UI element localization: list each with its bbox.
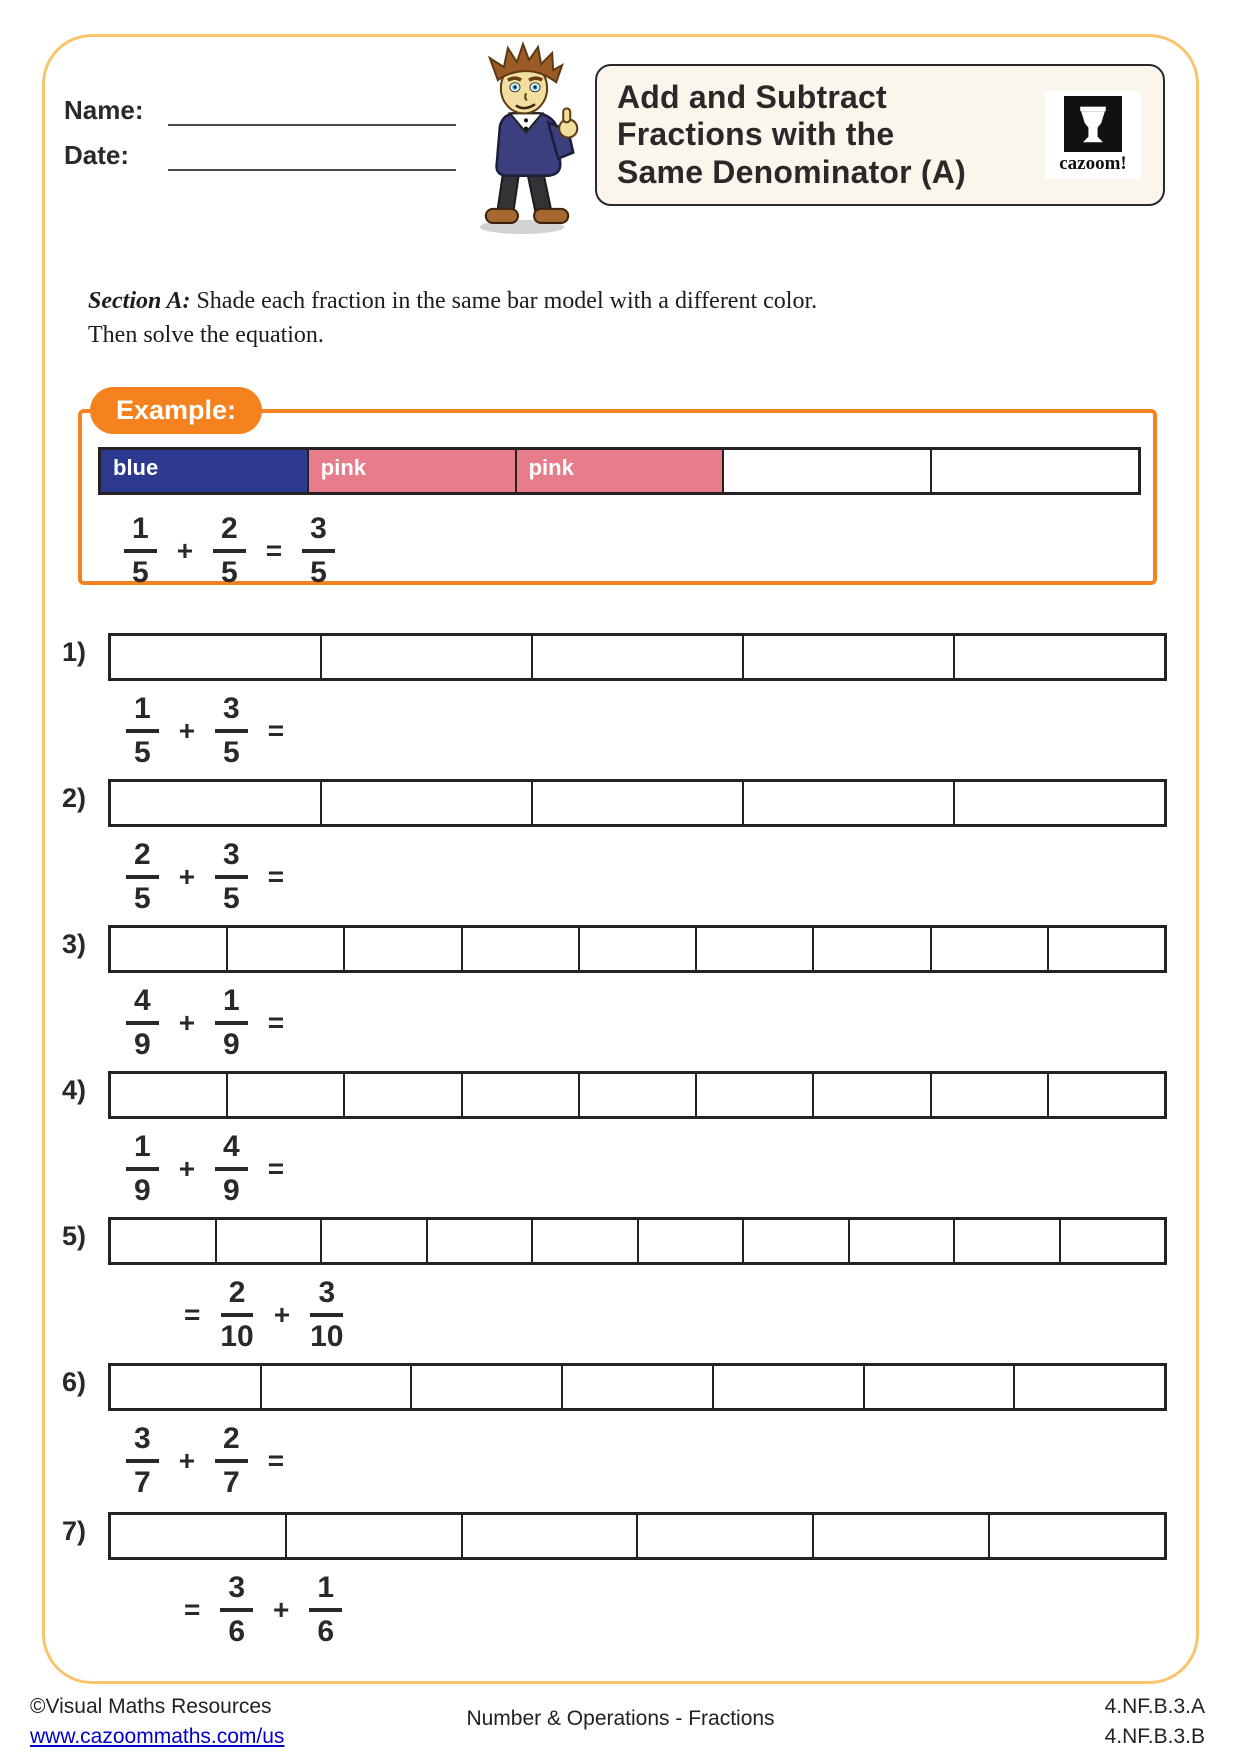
fraction-denominator: 9 (134, 1173, 151, 1207)
problem-equation (120, 985, 1167, 1060)
fraction-numerator: 3 (302, 513, 335, 553)
fraction-numerator: 2 (213, 513, 246, 553)
bar-cell[interactable] (742, 636, 953, 678)
bar-cell[interactable] (1013, 1366, 1164, 1408)
problem-equation (170, 1277, 1167, 1352)
fraction-denominator: 9 (223, 1027, 240, 1061)
bar-cell[interactable] (695, 928, 812, 970)
bar-cell[interactable] (578, 1074, 695, 1116)
fraction-denominator: 6 (228, 1614, 246, 1648)
fraction-numerator: 1 (124, 513, 157, 553)
bar-cell[interactable] (930, 928, 1047, 970)
bar-cell[interactable] (226, 1074, 343, 1116)
example-cell-label: pink (528, 455, 574, 480)
bar-cell[interactable] (930, 1074, 1047, 1116)
cazoom-logo (1045, 91, 1141, 179)
bar-cell[interactable] (111, 636, 320, 678)
fraction-denominator: 10 (310, 1319, 344, 1353)
example-box (78, 395, 1157, 589)
equals-sign: = (267, 1006, 285, 1038)
fraction (302, 513, 335, 588)
example-bar-cell (930, 450, 1138, 492)
bar-cell[interactable] (848, 1220, 954, 1262)
example-bar-cell (722, 450, 930, 492)
fraction-numerator: 1 (126, 1131, 159, 1171)
bar-cell[interactable] (742, 1220, 848, 1262)
equals-sign: = (267, 1152, 285, 1184)
bar-cell[interactable] (343, 1074, 460, 1116)
example-equation (118, 513, 341, 588)
fraction-numerator: 3 (126, 1423, 159, 1463)
problem-bar-model (108, 1217, 1167, 1265)
date-input-line[interactable] (168, 169, 456, 171)
fraction-denominator: 7 (223, 1465, 240, 1499)
problem-bar-model (108, 1071, 1167, 1119)
problem-block (62, 633, 1167, 768)
bar-cell[interactable] (1047, 928, 1164, 970)
fraction (220, 1572, 253, 1647)
fraction-denominator: 9 (134, 1027, 151, 1061)
fraction (309, 1572, 342, 1647)
standard-code: 4.NF.B.3.B (1104, 1725, 1205, 1749)
fraction-denominator: 9 (223, 1173, 240, 1207)
section-label: Section A: (88, 288, 191, 314)
problem-number: 4) (62, 1075, 87, 1105)
problem-block (62, 1071, 1167, 1206)
section-instruction-line2: Then solve the equation. (88, 322, 324, 348)
bar-cell[interactable] (561, 1366, 712, 1408)
problem-number: 7) (62, 1516, 87, 1546)
bar-cell[interactable] (953, 1220, 1059, 1262)
bar-cell[interactable] (812, 1515, 988, 1557)
plus-sign: + (178, 860, 196, 892)
bar-cell[interactable] (111, 1220, 215, 1262)
fraction (126, 1423, 159, 1498)
bar-cell[interactable] (111, 1515, 285, 1557)
fraction-numerator: 2 (126, 839, 159, 879)
name-label: Name: (64, 95, 144, 125)
problem-number: 5) (62, 1221, 87, 1251)
bar-cell[interactable] (343, 928, 460, 970)
name-input-line[interactable] (168, 124, 456, 126)
fraction-denominator: 10 (220, 1319, 254, 1353)
fraction (215, 985, 248, 1060)
problem-block (62, 779, 1167, 914)
fraction-numerator: 1 (309, 1572, 342, 1612)
worksheet-title-box (595, 64, 1165, 206)
fraction (213, 513, 246, 588)
bar-cell[interactable] (953, 636, 1164, 678)
bar-cell[interactable] (578, 928, 695, 970)
equals-sign: = (265, 534, 283, 566)
problem-number: 1) (62, 637, 87, 667)
bar-cell[interactable] (695, 1074, 812, 1116)
fraction-denominator: 5 (134, 735, 151, 769)
problem-number: 2) (62, 783, 87, 813)
bar-cell[interactable] (812, 1074, 929, 1116)
fraction-numerator: 3 (310, 1277, 343, 1317)
cazoom-drum-logo-icon (1064, 96, 1122, 152)
bar-cell[interactable] (461, 1515, 637, 1557)
bar-cell[interactable] (953, 782, 1164, 824)
date-label: Date: (64, 140, 130, 170)
problem-equation (170, 1572, 1167, 1647)
bar-cell[interactable] (531, 1220, 637, 1262)
fraction-numerator: 2 (221, 1277, 254, 1317)
fraction-numerator: 4 (215, 1131, 248, 1171)
bar-cell[interactable] (812, 928, 929, 970)
footer-topic: Number & Operations - Fractions (466, 1707, 775, 1730)
bar-cell[interactable] (226, 928, 343, 970)
plus-sign: + (178, 1444, 196, 1476)
plus-sign: + (178, 1006, 196, 1038)
bar-cell[interactable] (636, 1515, 812, 1557)
fraction (310, 1277, 343, 1352)
bar-cell[interactable] (1047, 1074, 1164, 1116)
bar-cell[interactable] (111, 1074, 226, 1116)
fraction (126, 985, 159, 1060)
problem-bar-model (108, 1512, 1167, 1560)
bar-cell[interactable] (988, 1515, 1164, 1557)
fraction-denominator: 5 (132, 555, 149, 589)
worksheet-title: Add and Subtract Fractions with the Same Denominator (A) (617, 78, 966, 190)
plus-sign: + (176, 534, 194, 566)
section-instruction-line1: Section A: Shade each fraction in the same bar model with a different color. (88, 288, 818, 314)
problem-bar-model (108, 925, 1167, 973)
problem-block (62, 1363, 1167, 1498)
bar-cell[interactable] (111, 1366, 260, 1408)
problem-block (62, 925, 1167, 1060)
bar-cell[interactable] (712, 1366, 863, 1408)
fraction-denominator: 5 (310, 555, 327, 589)
footer-copyright: ©Visual Maths Resources (30, 1695, 272, 1718)
equals-sign: = (184, 1298, 201, 1330)
fraction (215, 1131, 248, 1206)
fraction-numerator: 1 (126, 693, 159, 733)
fraction (215, 693, 248, 768)
fraction-numerator: 1 (215, 985, 248, 1025)
problem-equation (120, 839, 1167, 914)
fraction-denominator: 5 (223, 881, 240, 915)
problem-bar-model (108, 633, 1167, 681)
bar-cell[interactable] (1059, 1220, 1165, 1262)
cazoom-logo-text: cazoom! (1059, 152, 1127, 174)
bar-cell[interactable] (320, 782, 531, 824)
student-character-illustration (450, 40, 600, 236)
bar-cell[interactable] (461, 928, 578, 970)
problem-equation (120, 1131, 1167, 1206)
problem-number: 3) (62, 929, 87, 959)
fraction (126, 693, 159, 768)
equals-sign: = (184, 1593, 201, 1625)
example-bar-cell (515, 450, 723, 492)
bar-cell[interactable] (742, 782, 953, 824)
fraction (215, 1423, 248, 1498)
fraction-denominator: 5 (134, 881, 151, 915)
problem-equation (120, 693, 1167, 768)
bar-cell[interactable] (863, 1366, 1014, 1408)
footer-website-link[interactable]: www.cazoommaths.com/us (30, 1725, 285, 1749)
equals-sign: = (267, 860, 285, 892)
bar-cell[interactable] (410, 1366, 561, 1408)
fraction-numerator: 4 (126, 985, 159, 1025)
plus-sign: + (178, 1152, 196, 1184)
fraction-numerator: 3 (215, 693, 248, 733)
problem-number: 6) (62, 1367, 87, 1397)
example-bar-model (98, 447, 1141, 495)
bar-cell[interactable] (426, 1220, 532, 1262)
problem-bar-model (108, 779, 1167, 827)
bar-cell[interactable] (461, 1074, 578, 1116)
plus-sign: + (273, 1298, 291, 1330)
fraction (124, 513, 157, 588)
bar-cell[interactable] (320, 636, 531, 678)
plus-sign: + (273, 1593, 290, 1625)
fraction-denominator: 6 (317, 1614, 335, 1648)
fraction-denominator: 5 (221, 555, 238, 589)
fraction (215, 839, 248, 914)
problem-block (62, 1512, 1167, 1647)
equals-sign: = (267, 714, 285, 746)
fraction-numerator: 2 (215, 1423, 248, 1463)
fraction-denominator: 7 (134, 1465, 151, 1499)
bar-cell[interactable] (531, 782, 742, 824)
problem-equation (120, 1423, 1167, 1498)
bar-cell[interactable] (531, 636, 742, 678)
example-tab: Example: (90, 387, 262, 434)
bar-cell[interactable] (285, 1515, 461, 1557)
example-bar-cell (101, 450, 307, 492)
bar-cell[interactable] (260, 1366, 411, 1408)
equals-sign: = (267, 1444, 285, 1476)
example-bar-cell (307, 450, 515, 492)
example-cell-label: blue (113, 455, 159, 480)
fraction (126, 839, 159, 914)
footer-standard-codes (1105, 1692, 1205, 1753)
problem-block (62, 1217, 1167, 1352)
bar-cell[interactable] (111, 928, 226, 970)
fraction (220, 1277, 253, 1352)
bar-cell[interactable] (111, 782, 320, 824)
fraction-denominator: 5 (223, 735, 240, 769)
plus-sign: + (178, 714, 196, 746)
fraction-numerator: 3 (215, 839, 248, 879)
bar-cell[interactable] (320, 1220, 426, 1262)
standard-code: 4.NF.B.3.A (1104, 1695, 1205, 1718)
bar-cell[interactable] (637, 1220, 743, 1262)
fraction (126, 1131, 159, 1206)
fraction-numerator: 3 (220, 1572, 253, 1612)
problem-bar-model (108, 1363, 1167, 1411)
example-cell-label: pink (320, 455, 367, 480)
bar-cell[interactable] (215, 1220, 321, 1262)
